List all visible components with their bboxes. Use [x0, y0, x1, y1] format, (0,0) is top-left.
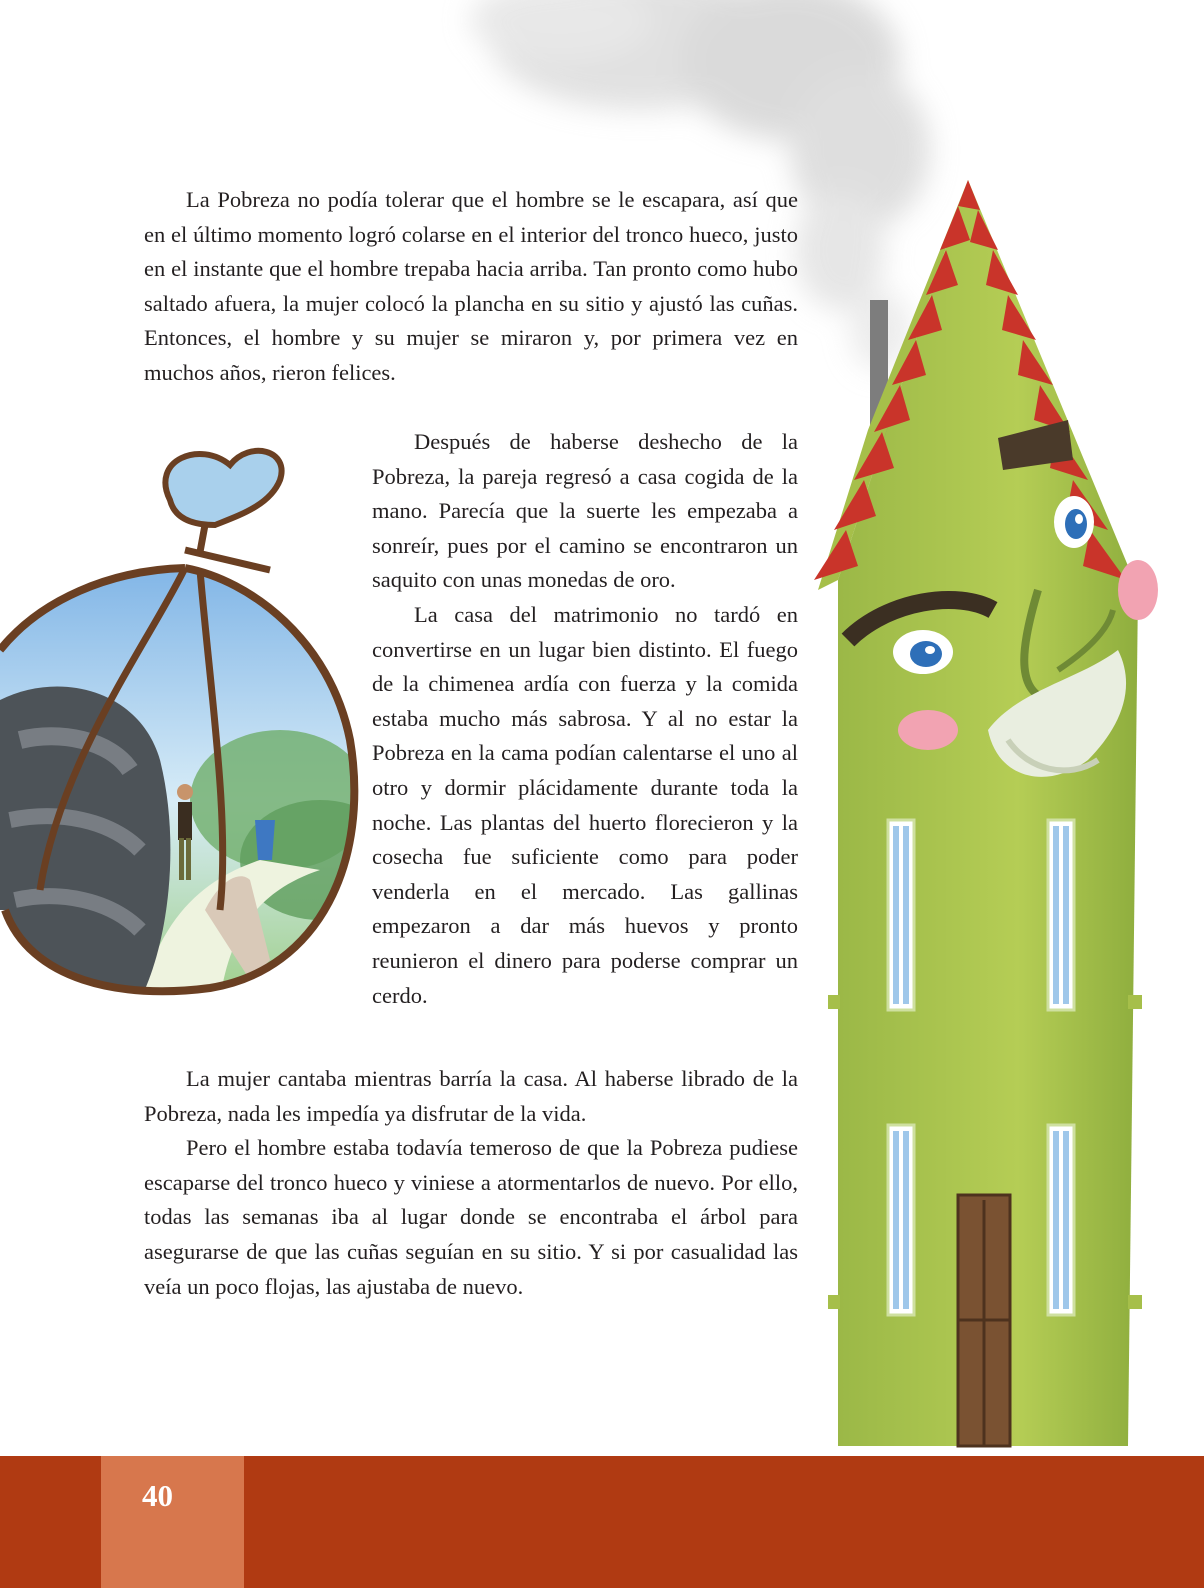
page-number: 40 — [142, 1478, 173, 1513]
story-paragraph-4: La mujer cantaba mientras barría la casa. Al haberse librado de la Pobreza, nada les impedía ya disfrutar de la vida. — [144, 1066, 798, 1126]
story-paragraph-3: La casa del matrimonio no tardó en convertirse en un lugar bien distinto. El fuego de la chimenea ardía con fuerza y la comida estaba mucho más sabrosa. Y al no estar la Pobreza en la cama podían calentarse el uno al otro y dormir plácidamente durante toda la noche. Las plantas del huerto florecieron y la cosecha fue suficiente como para poder venderla en el mercado. Las gallinas empezaron a dar más huevos y pronto reunieron el dinero para poderse comprar un cerdo. — [372, 601, 798, 1008]
story-block-bottom — [144, 1062, 798, 1304]
story-paragraph-2: Después de haberse deshecho de la Pobreza, la pareja regresó a casa cogida de la mano. Parecía que la suerte les empezaba a sonreír, pues por el camino se encontraron un saquito con unas monedas de oro. — [372, 429, 798, 593]
story-paragraph-5: Pero el hombre estaba todavía temeroso de que la Pobreza pudiese escaparse del tronco hueco y viniese a atormentarlos de nuevo. Por ello, todas las semanas iba al lugar donde se encontraba el árbol para asegurarse de que las cuñas seguían en su sitio. Y si por casualidad las veía un poco flojas, las ajustaba de nuevo. — [144, 1135, 798, 1299]
money-bag-illustration — [0, 440, 370, 1000]
story-paragraph-1: La Pobreza no podía tolerar que el hombre se le escapara, así que en el último momento logró colarse en el interior del tronco hueco, justo en el instante que el hombre trepaba hacia arriba. Tan pronto como hubo saltado afuera, la mujer colocó la plancha en su sitio y ajustó las cuñas. Entonces, el hombre y su mujer se miraron y, por primera vez en muchos años, rieron felices. — [144, 187, 798, 385]
story-block-middle — [372, 425, 798, 1013]
story-block-top — [144, 183, 798, 391]
page-number-box — [101, 1456, 244, 1588]
house-illustration — [808, 170, 1204, 1460]
